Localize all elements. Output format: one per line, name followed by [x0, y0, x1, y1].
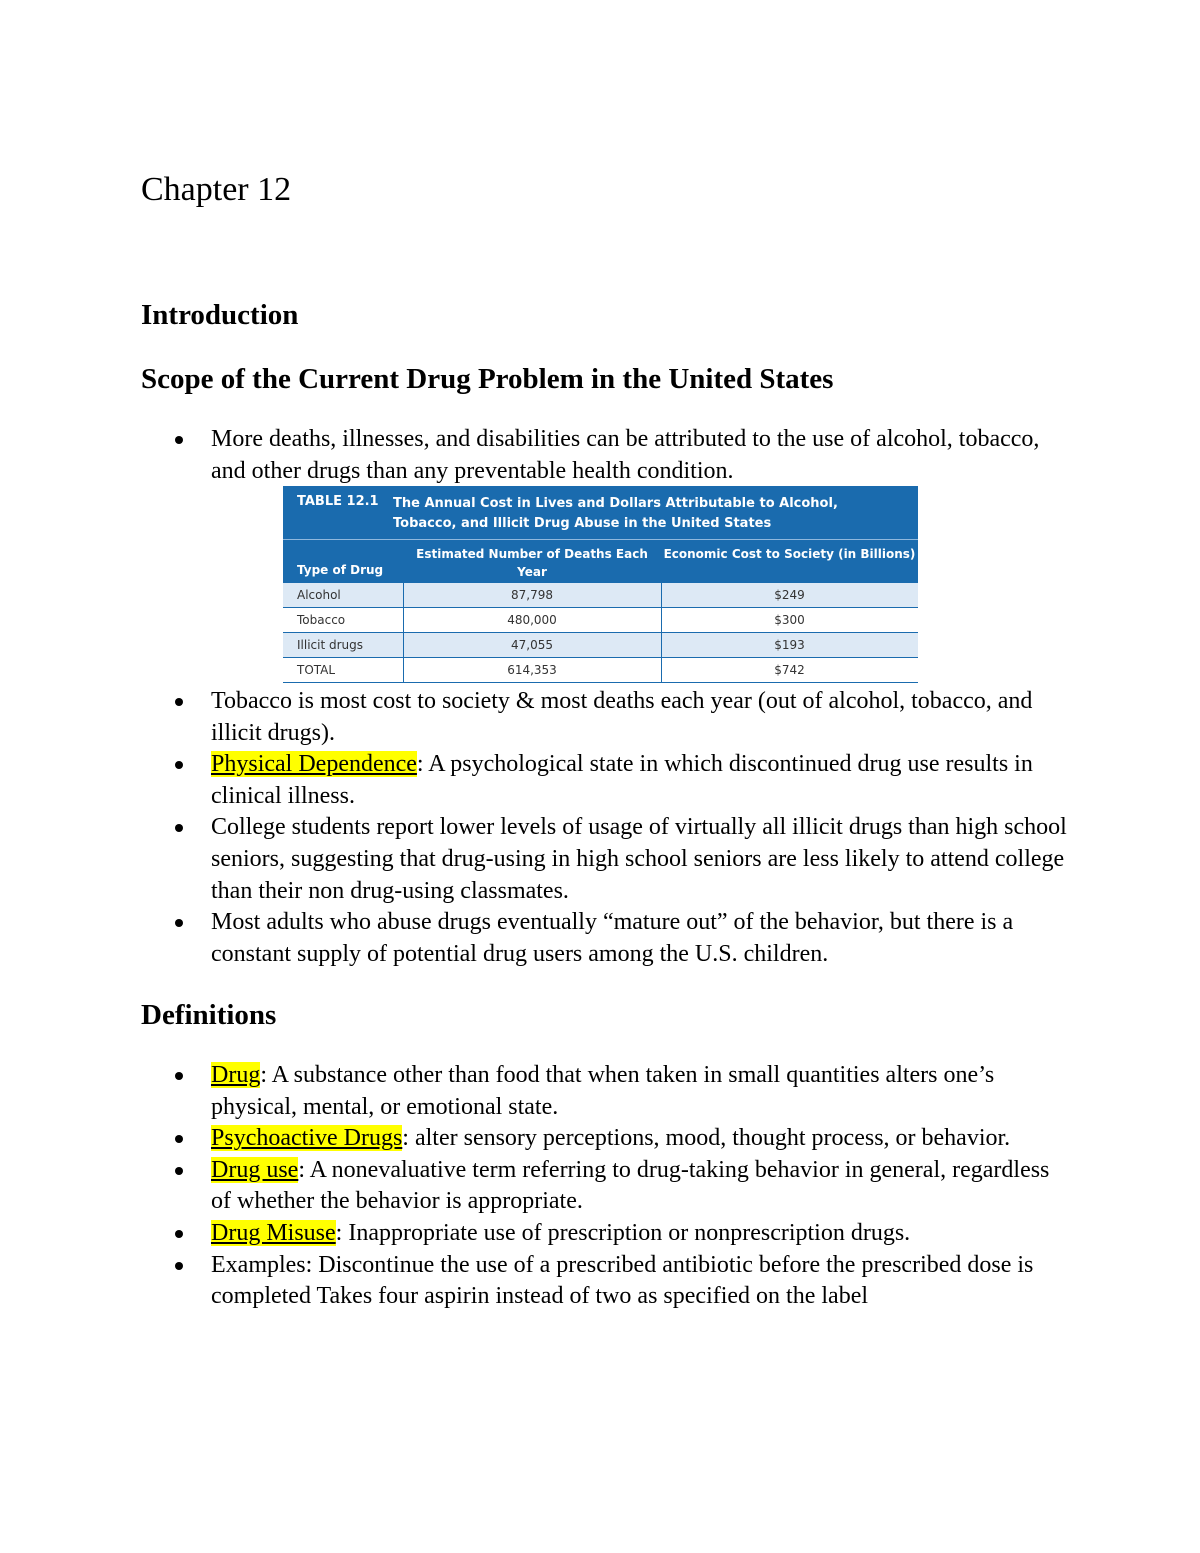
list-item: [0, 1155, 1071, 1218]
list-item: [0, 1218, 1071, 1250]
highlighted-term: Drug use: [211, 1156, 299, 1183]
table-title: The Annual Cost in Lives and Dollars Attributable to Alcohol, Tobacco, and Illicit Drug Abuse in the United States: [393, 496, 838, 531]
cell-deaths: 480,000: [507, 613, 557, 627]
table-row: [283, 608, 918, 633]
column-header-cost: Economic Cost to Society (in Billions): [663, 547, 916, 561]
bullet-icon: [175, 1230, 183, 1238]
list-item: [0, 686, 1071, 749]
bullet-icon: [175, 824, 183, 832]
list-item: [0, 812, 1071, 907]
table-row: [283, 658, 918, 683]
bullet-text: : alter sensory perceptions, mood, thought process, or behavior.: [402, 1125, 1011, 1152]
header-divider: [283, 539, 918, 540]
bullet-icon: [175, 1262, 183, 1270]
bullet-text: Most adults who abuse drugs eventually “mature out” of the behavior, but there is a constant supply of potential drug users among the U.S. children.: [211, 909, 1014, 967]
cell-type: Illicit drugs: [297, 638, 364, 652]
list-item: [0, 907, 1071, 970]
table-header: [283, 486, 918, 583]
list-item: [0, 424, 1071, 487]
bullet-text: Tobacco is most cost to society & most deaths each year (out of alcohol, tobacco, and illicit drugs).: [211, 688, 1033, 746]
list-item: [0, 1123, 1071, 1155]
cell-cost: $193: [774, 638, 805, 652]
cell-deaths: 87,798: [511, 588, 553, 602]
heading-introduction: Introduction: [141, 299, 299, 331]
definitions-list: [0, 1060, 1200, 1313]
cell-cost: $300: [774, 613, 805, 627]
bullet-text: : A nonevaluative term referring to drug-taking behavior in general, regardless of whether the behavior is appropriate.: [211, 1156, 1050, 1215]
bullet-text: : A psychological state in which discontinued drug use results in clinical illness.: [211, 751, 1033, 809]
cell-type: Tobacco: [297, 613, 346, 627]
table-row: [283, 583, 918, 608]
drug-cost-table: [283, 486, 918, 685]
list-item: [0, 1060, 1071, 1123]
heading-scope: Scope of the Current Drug Problem in the United States: [141, 363, 834, 395]
cell-cost: $742: [774, 663, 805, 677]
bullet-text: More deaths, illnesses, and disabilities can be attributed to the use of alcohol, tobacco, and other drugs than any preventable health condition.: [211, 426, 1040, 484]
list-item: [0, 1250, 1071, 1313]
highlighted-term: Psychoactive Drugs: [211, 1125, 403, 1152]
scope-bullet-list-bottom: [0, 686, 1200, 970]
bullet-text: College students report lower levels of usage of virtually all illicit drugs than high school seniors, suggesting that drug-using in high school seniors are less likely to attend college than their non drug-using classmates.: [211, 814, 1067, 904]
cell-deaths: 47,055: [511, 638, 553, 652]
cell-cost: $249: [774, 588, 805, 602]
bullet-text: Examples: Discontinue the use of a prescribed antibiotic before the prescribed dose is completed Takes four aspirin instead of two as specified on the label: [211, 1251, 1034, 1310]
bullet-icon: [175, 1135, 183, 1143]
column-header-deaths: Estimated Number of Deaths Each Year: [416, 547, 648, 579]
bullet-icon: [175, 761, 183, 769]
list-item: [0, 749, 1071, 812]
scope-bullet-list-top: [0, 424, 1200, 487]
cell-type: Alcohol: [297, 588, 341, 602]
bullet-icon: [175, 919, 183, 927]
bullet-text: : A substance other than food that when taken in small quantities alters one’s physical, mental, or emotional state.: [211, 1062, 995, 1120]
bullet-icon: [175, 1167, 183, 1175]
table-label: TABLE 12.1: [297, 494, 379, 509]
chapter-title: Chapter 12: [141, 171, 292, 208]
table-row: [283, 633, 918, 658]
cell-deaths: 614,353: [507, 663, 557, 677]
highlighted-term: Drug: [211, 1062, 261, 1088]
bullet-icon: [175, 698, 183, 706]
bullet-icon: [175, 436, 183, 444]
bullet-icon: [175, 1072, 183, 1080]
heading-definitions: Definitions: [141, 999, 277, 1031]
bullet-text: : Inappropriate use of prescription or nonprescription drugs.: [335, 1219, 911, 1246]
highlighted-term: Physical Dependence: [211, 751, 417, 778]
highlighted-term: Drug Misuse: [211, 1219, 336, 1246]
cell-type: TOTAL: [297, 663, 336, 677]
column-header-type: Type of Drug: [297, 563, 384, 577]
